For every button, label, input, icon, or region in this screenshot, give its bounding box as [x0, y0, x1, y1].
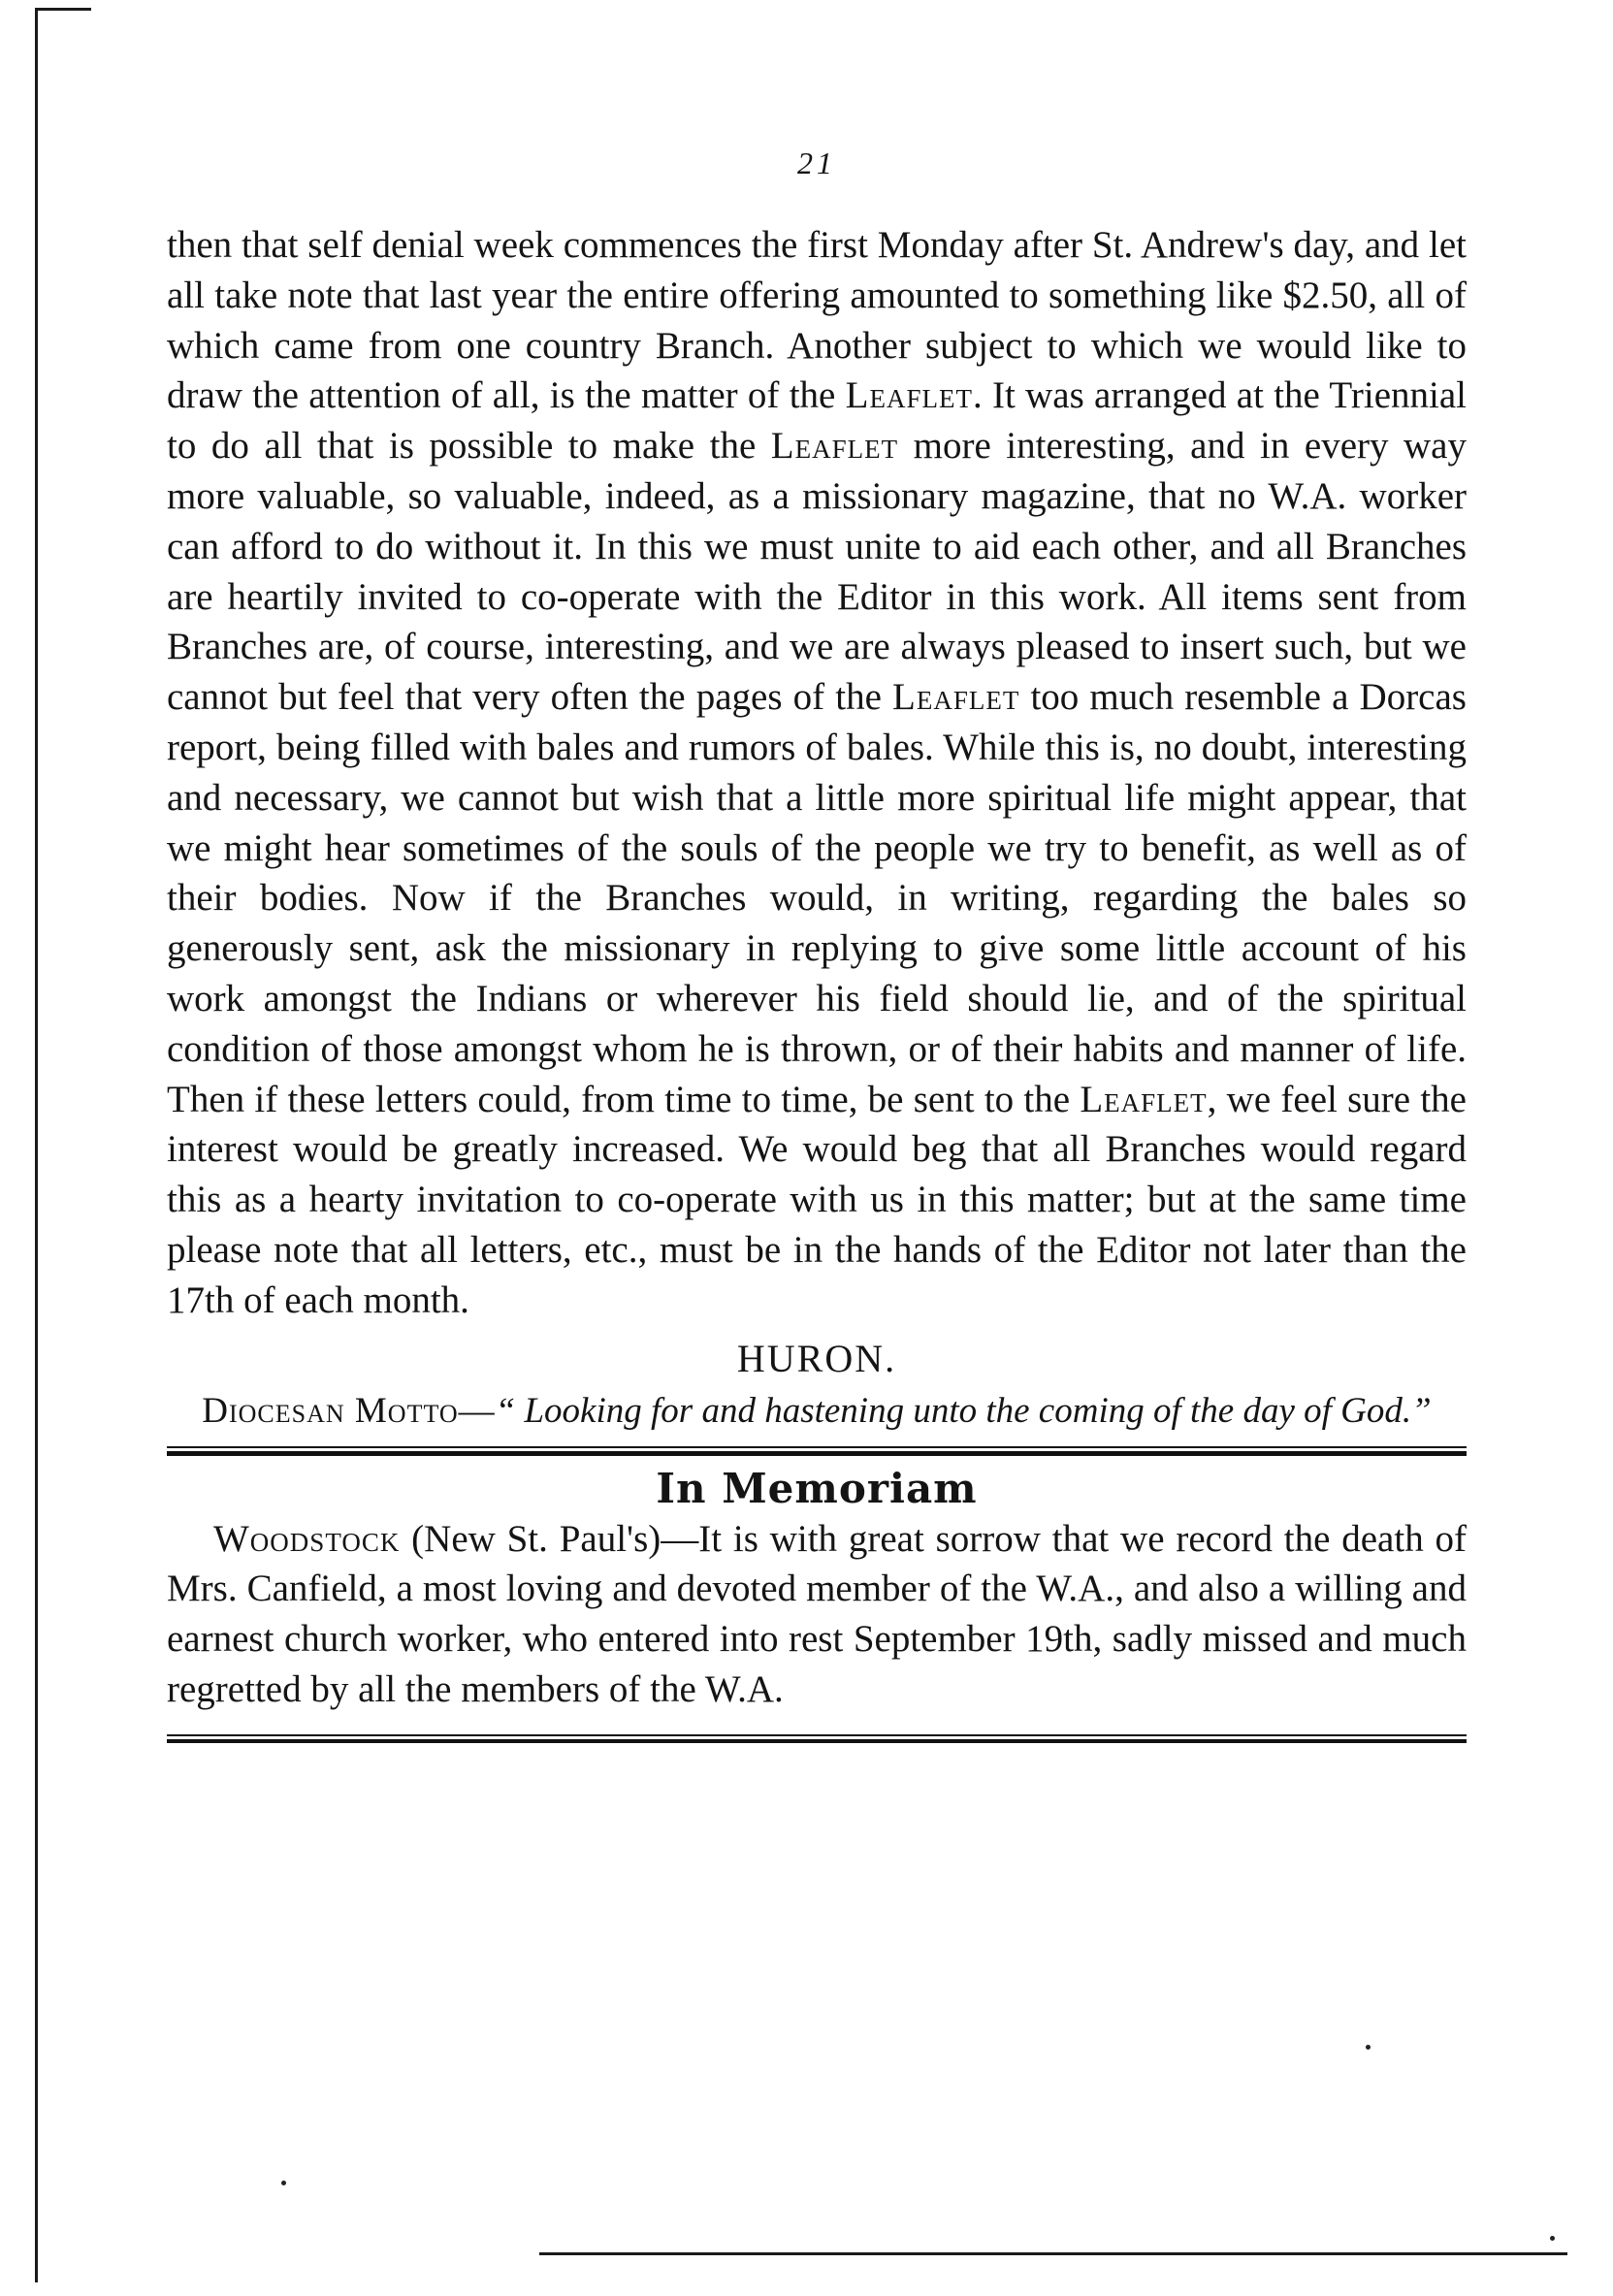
motto-label: Diocesan Motto—	[202, 1390, 496, 1431]
leaflet-reference: Leaflet	[892, 676, 1020, 719]
closing-rule	[167, 1734, 1467, 1743]
leaflet-reference: Leaflet	[1080, 1078, 1208, 1120]
diocesan-motto	[167, 1388, 1467, 1435]
divider-rule	[167, 1446, 1467, 1456]
scan-speck	[281, 2181, 286, 2185]
memoriam-place: Woodstock	[213, 1517, 401, 1560]
paragraph-text-part: more interesting, and in every way more valuable, so valuable, indeed, as a missionary magazine, that no W.A. worker can afford to do without it. In this we must unite to aid each other, and all Branches are heartily invited to co-operate with the Editor in this work. All items sent from Branches are, of course, interesting, and we are always pleased to insert such, but we cannot but feel that very often the pages of the	[167, 425, 1467, 719]
paragraph-text-part: too much resemble a Dorcas report, being filled with bales and rumors of bales. While this is, no doubt, interesting and necessary, we cannot but wish that a little more spiritual life might appear, that we might hear sometimes of the souls of the people we try to benefit, as well as of their bodies. Now if the Branches would, in writing, regarding the bales so generously sent, ask the missionary in replying to give some little account of his work amongst the Indians or wherever his field should lie, and of the spiritual condition of those amongst whom he is thrown, or of their habits and manner of life. Then if these letters could, from time to time, be sent to the	[167, 676, 1467, 1120]
memoriam-text: (New St. Paul's)—It is with great sorrow that we record the death of Mrs. Canfield, a most loving and devoted member of the W.A., and also a willing and earnest church worker, who entered into rest September 19th, sadly missed and much regretted by all the members of the W.A.	[167, 1517, 1467, 1710]
leaflet-reference: Leaflet	[770, 425, 899, 468]
memoriam-heading: In Memoriam	[656, 1464, 978, 1512]
paragraph-text-part: , we feel sure the interest would be greatly increased. We would beg that all Branches would regard this as a hearty invitation to co-operate with us in this matter; but at the same time please note that all letters, etc., must be in the hands of the Editor not later than the 17th of each month.	[167, 1078, 1467, 1321]
scan-border-top	[35, 8, 91, 11]
paragraph-text-part: then that self denial week commences the first Monday after St. Andrew's day, and let all take note that last year the entire offering amounted to something like $2.50, all of which came from one country Branch. Another subject to which we would like to draw the attention of all, is the matter of the	[167, 224, 1467, 417]
page-body	[167, 146, 1467, 1743]
leaflet-reference: Leaflet	[845, 374, 973, 417]
main-paragraph	[167, 220, 1467, 1326]
scan-speck	[1550, 2236, 1555, 2241]
scan-speck	[1366, 2045, 1371, 2050]
scan-border-left	[35, 8, 38, 2282]
memoriam-paragraph	[167, 1514, 1467, 1715]
motto-text: “ Looking for and hastening unto the coming of the day of God.”	[495, 1390, 1432, 1431]
footer-rule	[539, 2252, 1567, 2255]
page-number: 21	[797, 146, 836, 180]
paragraph-text-part: . It was arranged at the Triennial to do all that is possible to make the	[167, 374, 1467, 468]
section-heading: HURON.	[736, 1336, 897, 1380]
